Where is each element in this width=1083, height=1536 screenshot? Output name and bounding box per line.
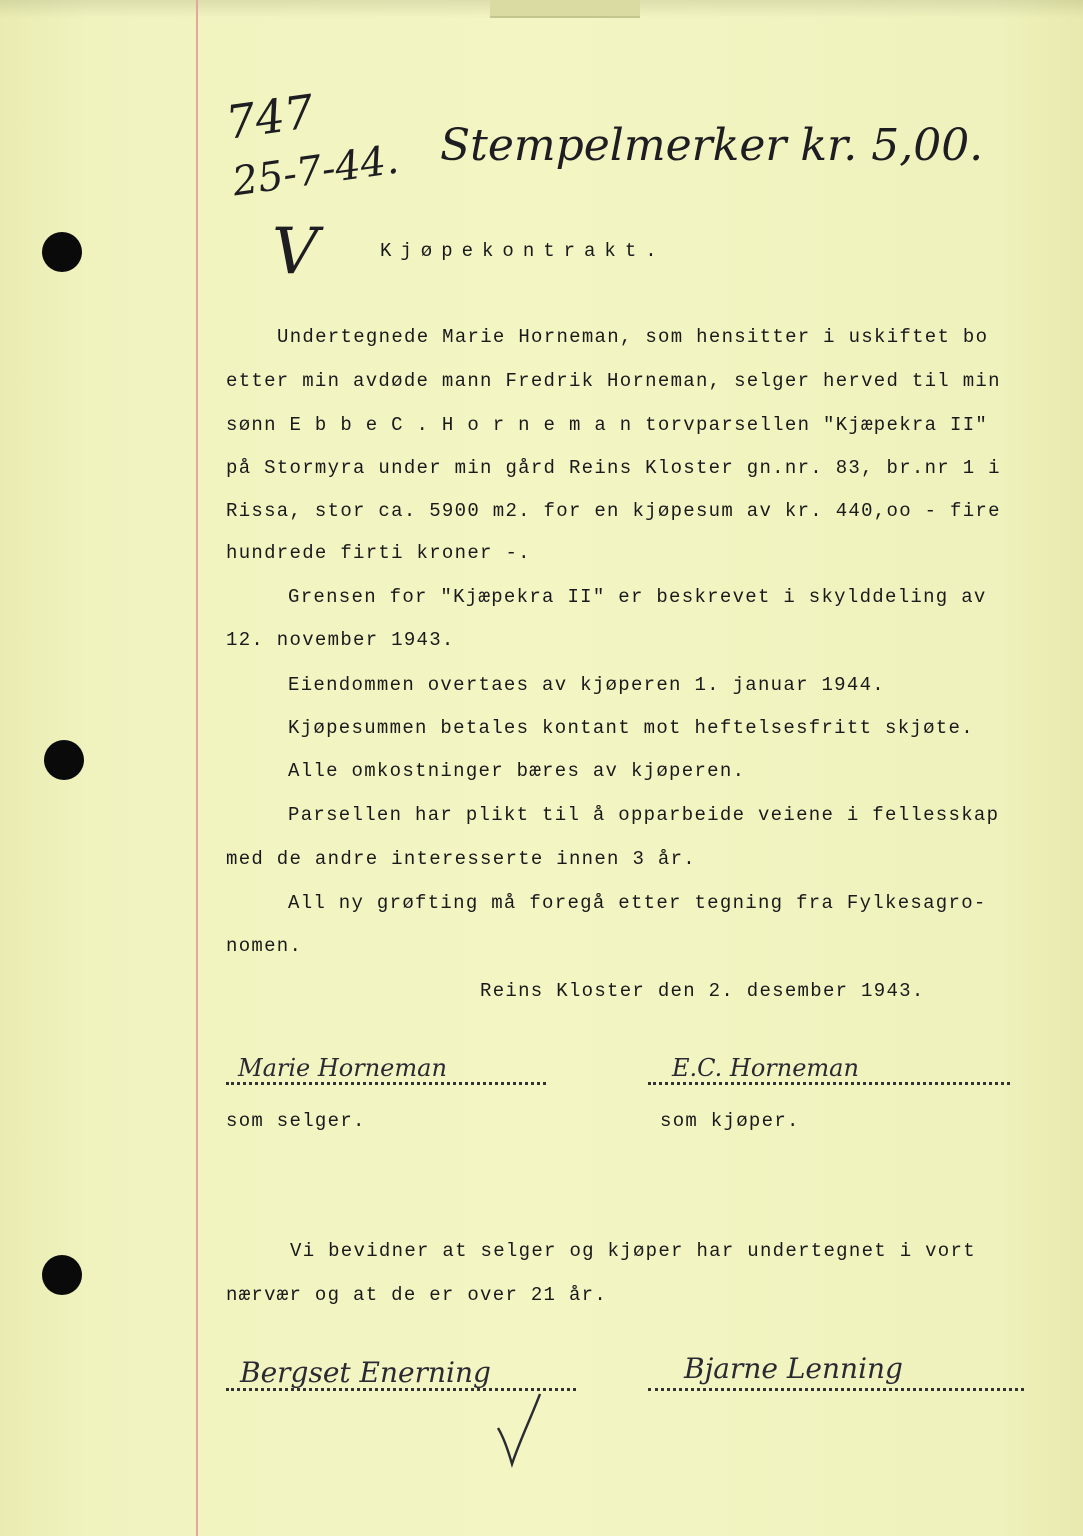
- binding-tab: [490, 0, 640, 18]
- body-line-2: etter min avdøde mann Fredrik Horneman, selger herved til min: [226, 370, 1001, 392]
- body-line-14: All ny grøfting må foregå etter tegning fra Fylkesagro-: [288, 892, 987, 914]
- margin-line: [196, 0, 198, 1536]
- handwritten-date: 25-7-44.: [229, 136, 402, 206]
- seller-signature-line: [226, 1082, 546, 1085]
- signature-flourish: [470, 1390, 560, 1470]
- body-line-1: Undertegnede Marie Horneman, som hensitter i uskiftet bo: [277, 326, 989, 348]
- body-line-3: sønn E b b e C . H o r n e m a n torvparsellen "Kjæpekra II": [226, 414, 989, 436]
- witness2-signature: Bjarne Lenning: [684, 1352, 903, 1385]
- body-line-7: Grensen for "Kjæpekra II" er beskrevet i skylddeling av: [288, 586, 987, 608]
- body-line-4: på Stormyra under min gård Reins Kloster gn.nr. 83, br.nr 1 i: [226, 457, 1001, 479]
- buyer-signature-line: [648, 1082, 1010, 1085]
- punch-hole-top: [42, 232, 82, 272]
- punch-hole-bottom: [42, 1255, 82, 1295]
- buyer-role: som kjøper.: [660, 1110, 800, 1132]
- witness-line-2: nærvær og at de er over 21 år.: [226, 1284, 608, 1306]
- place-date: Reins Kloster den 2. desember 1943.: [480, 980, 925, 1002]
- body-line-12: Parsellen har plikt til å opparbeide veiene i fellesskap: [288, 804, 1000, 826]
- seller-role: som selger.: [226, 1110, 366, 1132]
- document-title: Kjøpekontrakt.: [380, 240, 666, 262]
- body-line-15: nomen.: [226, 935, 303, 957]
- body-line-8: 12. november 1943.: [226, 629, 455, 651]
- witness1-signature: Bergset Enerning: [240, 1356, 491, 1389]
- buyer-signature: E.C. Horneman: [672, 1054, 859, 1082]
- handwritten-initial: V: [272, 215, 319, 289]
- seller-signature: Marie Horneman: [238, 1054, 447, 1082]
- punch-hole-middle: [44, 740, 84, 780]
- handwritten-number: 747: [222, 84, 318, 150]
- witness2-signature-line: [648, 1388, 1024, 1391]
- body-line-5: Rissa, stor ca. 5900 m2. for en kjøpesum av kr. 440,oo - fire: [226, 500, 1001, 522]
- body-line-13: med de andre interesserte innen 3 år.: [226, 848, 696, 870]
- body-line-9: Eiendommen overtaes av kjøperen 1. januar 1944.: [288, 674, 885, 696]
- body-line-11: Alle omkostninger bæres av kjøperen.: [288, 760, 746, 782]
- body-line-10: Kjøpesummen betales kontant mot heftelsesfritt skjøte.: [288, 717, 974, 739]
- handwritten-stamp-note: Stempelmerker kr. 5,00.: [440, 120, 984, 171]
- body-line-6: hundrede firti kroner -.: [226, 542, 531, 564]
- witness-line-1: Vi bevidner at selger og kjøper har undertegnet i vort: [290, 1240, 976, 1262]
